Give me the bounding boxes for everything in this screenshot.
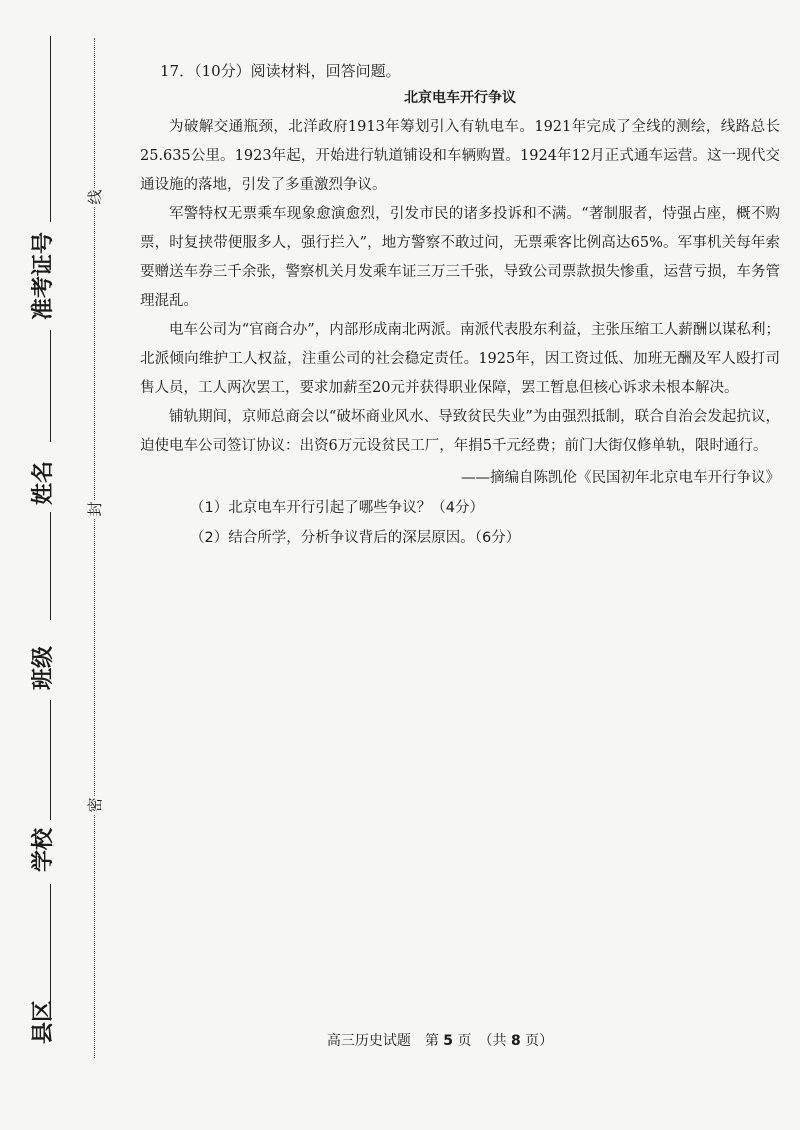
footer-total-pages: 8 <box>510 1033 521 1049</box>
question-17 <box>140 60 780 553</box>
exam-number-blank <box>50 36 51 222</box>
footer-prefix: 高三历史试题 第 <box>326 1033 439 1049</box>
class-blank <box>50 512 51 620</box>
footer-page-number: 5 <box>443 1033 454 1049</box>
page-footer <box>0 1030 800 1050</box>
cut-mark-line: 线 <box>86 189 104 205</box>
binding-margin <box>0 0 104 1130</box>
school-label: 学校 <box>31 827 56 872</box>
footer-middle: 页 （共 <box>457 1033 507 1049</box>
sub-question-1: （1）北京电车开行引起了哪些争议？（4分） <box>190 500 484 516</box>
article-title: 北京电车开行争议 <box>404 90 516 106</box>
class-label: 班级 <box>31 645 56 690</box>
footer-suffix: 页） <box>525 1033 554 1049</box>
school-blank <box>50 700 51 820</box>
cut-mark-seal: 封 <box>86 501 104 517</box>
exam-number-label: 准考证号 <box>31 231 56 320</box>
district-blank <box>50 884 51 1004</box>
material-paragraph-3: 电车公司为“官商合办”，内部形成南北两派。南派代表股东利益，主张压缩工人薪酬以谋私利；北派倾向维护工人权益，注重公司的社会稳定责任。1925年，因工资过低、加班无酬及军人殴打司售人员，工人两次罢工，要求加薪至20元并获得职业保障，罢工暂息但核心诉求未根本解决。 <box>140 322 780 396</box>
material-paragraph-1: 为破解交通瓶颈，北洋政府1913年筹划引入有轨电车。1921年完成了全线的测绘，线路总长25.635公里。1923年起，开始进行轨道铺设和车辆购置。1924年12月正式通车运营。这一现代交通设施的落地，引发了多重激烈争议。 <box>140 119 780 193</box>
district-label: 县区 <box>31 999 56 1044</box>
name-label: 姓名 <box>31 460 56 505</box>
name-blank <box>50 330 51 442</box>
material-paragraph-2: 军警特权无票乘车现象愈演愈烈，引发市民的诸多投诉和不满。“著制服者，恃强占座，概不购票，时复挟带便服多人，强行拦入”，地方警察不敢过问，无票乘客比例高达65%。军事机关每年索要赠送车券三千余张，警察机关月发乘车证三万三千张，导致公司票款损失惨重，运营亏损，车务管理混乱。 <box>140 206 780 309</box>
material-paragraph-4: 铺轨期间，京师总商会以“破坏商业风水、导致贫民失业”为由强烈抵制，联合自治会发起抗议，迫使电车公司签订协议：出资6万元设贫民工厂，年捐5千元经费；前门大街仅修单轨，限时通行。 <box>140 409 780 454</box>
sub-question-2: （2）结合所学，分析争议背后的深层原因。（6分） <box>190 530 521 546</box>
question-heading: 17．（10分）阅读材料，回答问题。 <box>160 62 401 80</box>
material-source: ——摘编自陈凯伦《民国初年北京电车开行争议》 <box>461 470 780 486</box>
cut-mark-secret: 密 <box>86 797 104 813</box>
